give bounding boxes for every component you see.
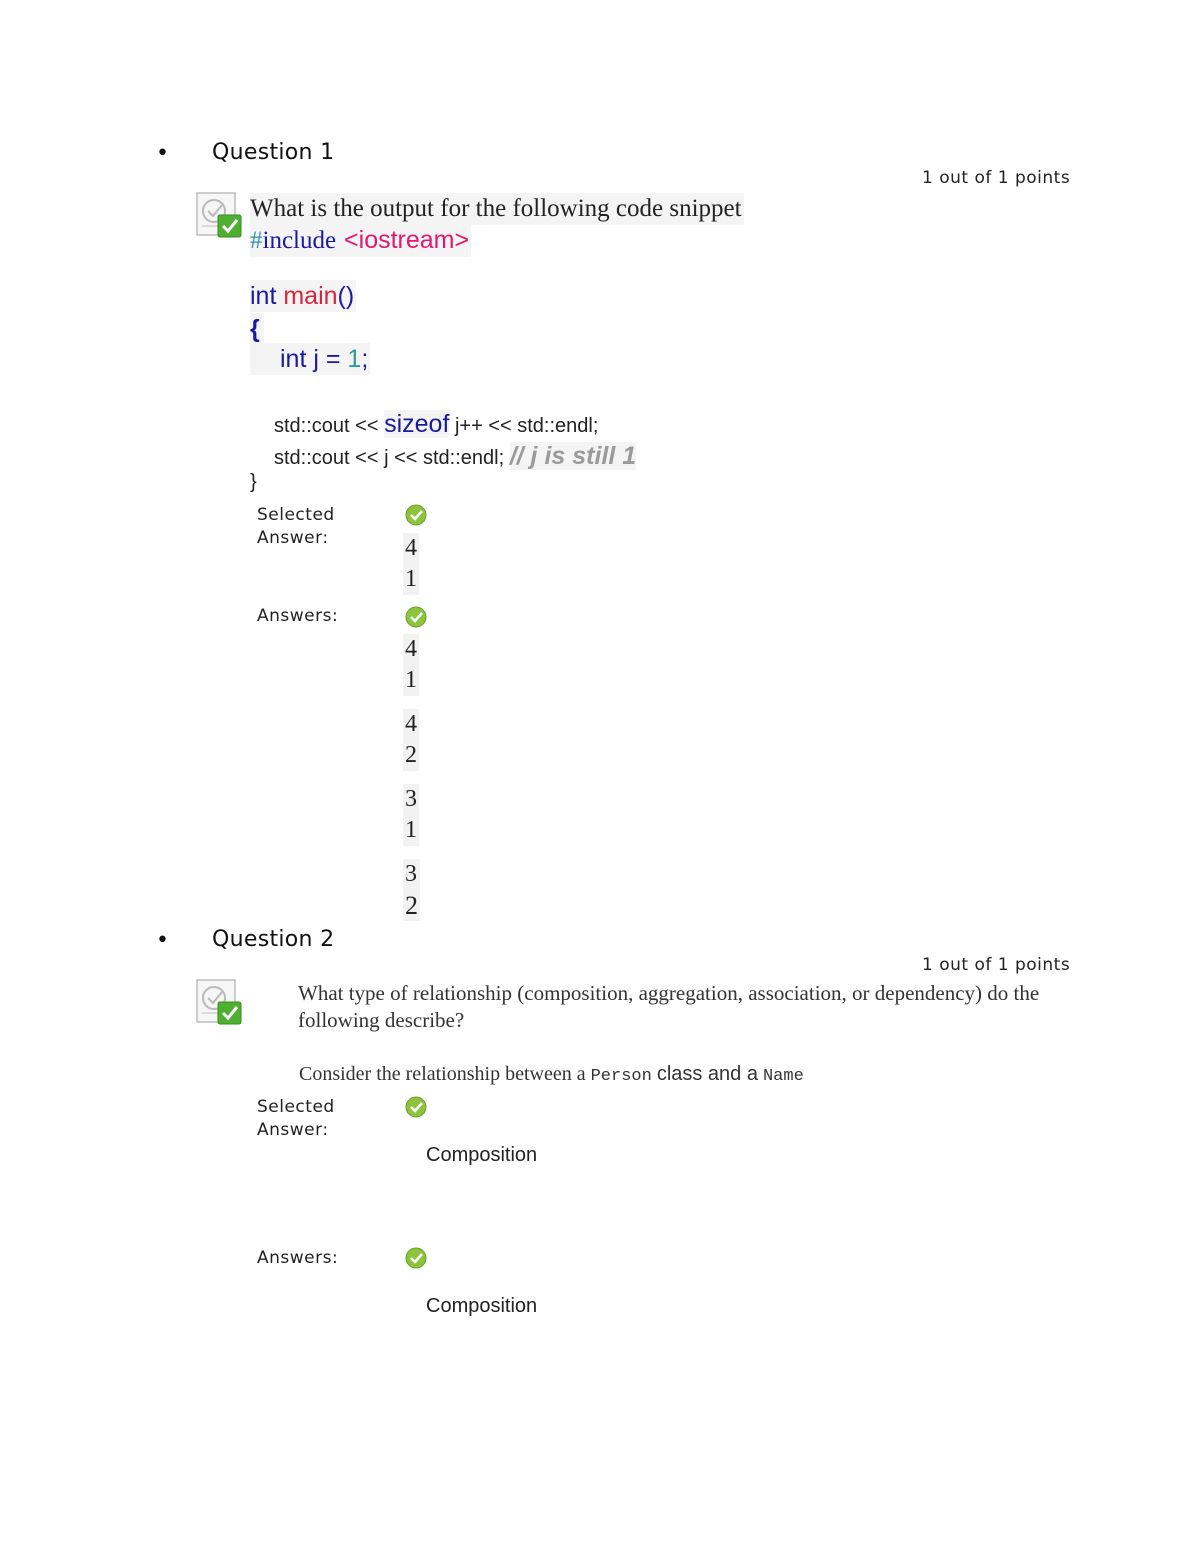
question-1-selected-label: Selected Answer: [257,505,335,548]
answer-line: 1 [403,665,419,696]
question-1-points: 1 out of 1 points [922,168,1071,188]
answer-line: 1 [403,564,419,595]
answer-option-1 [403,634,419,696]
answer-line: 1 [403,815,419,846]
code-comment: // j is still 1 [509,442,637,470]
code-main-name: main [283,282,338,310]
code-include-lib: <iostream> [344,226,470,254]
correct-check-icon [405,504,427,526]
code-include-hash: # [250,227,263,254]
context-text-start: Consider the relationship between a [299,1063,586,1085]
list-bullet: • [156,141,169,166]
question-1-answers-label: Answers: [257,606,339,626]
question-1-prompt: What is the output for the following code snippet [250,193,744,225]
answer-line: 2 [403,740,419,771]
correct-check-icon [405,1096,427,1118]
answer-option-2 [403,709,419,771]
answer-line: 3 [403,784,419,815]
answer-line: 2 [405,891,418,920]
code-decl-semi: ; [361,345,369,373]
question-2-prompt: What type of relationship (composition, aggregation, association, or dependency) do the following describe? [298,981,1040,1032]
answer-option-4 [403,859,420,921]
context-text-mid: class and a [656,1063,758,1085]
answer-line: 3 [403,859,420,890]
question-2-points: 1 out of 1 points [922,955,1071,975]
question-2-selected-answer: Composition [426,1144,538,1166]
answer-option-3 [403,784,419,846]
code-sizeof-line [274,408,598,442]
answer-line: 4 [403,709,419,740]
graded-correct-icon [194,977,244,1027]
code-int-keyword: int [250,282,277,310]
code-sizeof-keyword: sizeof [384,410,450,438]
list-bullet: • [156,928,169,953]
question-2-answers-label: Answers: [257,1248,339,1268]
code-cout-j: std::cout << j << std::endl; [274,447,505,469]
code-cout-suffix: j++ << std::endl; [454,415,599,437]
code-decl-line [250,343,370,375]
code-main-line [250,280,356,312]
code-close-brace: } [250,471,257,493]
code-decl-value: 1 [347,345,362,373]
question-2-title: Question 2 [212,927,335,952]
question-1-selected-answer [403,533,419,595]
code-cout-line [274,440,636,474]
correct-check-icon [405,606,427,628]
code-decl-rest: j = [313,345,341,373]
code-decl-keyword: int [280,345,307,373]
code-include-line [250,224,471,257]
code-main-parens: () [337,282,355,310]
code-open-brace: { [250,313,264,345]
question-1-title: Question 1 [212,140,335,165]
context-name-code: Name [762,1067,804,1086]
context-person-code: Person [590,1067,652,1086]
code-include-keyword: include [262,227,337,254]
question-2-context [299,1060,804,1091]
answer-line: 4 [403,634,419,665]
question-2-selected-label: Selected Answer: [257,1097,335,1140]
answer-line: 4 [403,533,419,564]
question-2-answer: Composition [426,1295,538,1317]
correct-check-icon [405,1247,427,1269]
code-cout-prefix: std::cout << [274,415,379,437]
graded-correct-icon [194,190,244,240]
